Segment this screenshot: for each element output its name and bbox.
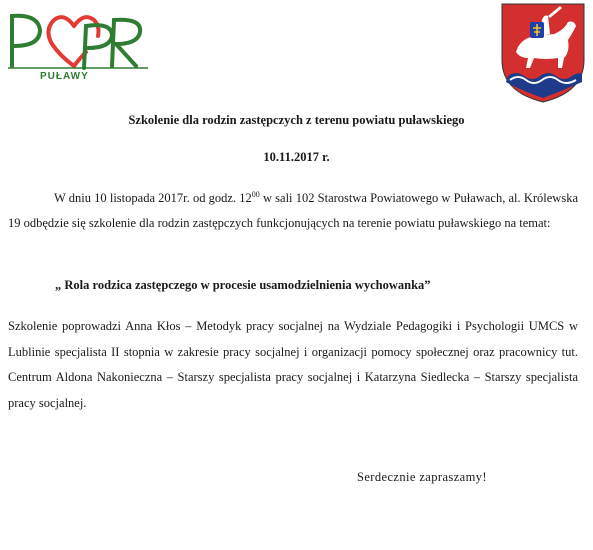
announcement-paragraph — [8, 186, 578, 236]
document-date: 10.11.2017 r. — [263, 150, 330, 164]
logo-caption: PUŁAWY — [40, 71, 89, 82]
trainers-paragraph: Szkolenie poprowadzi Anna Kłos – Metodyk pracy socjalnej na Wydziale Pedagogiki i Psychologii UMCS w Lublinie specjalista II stopnia w zakresie pracy socjalnej i organizacji pomocy społecznej oraz pracownicy tut. Centrum Aldona Nakonieczna – Starszy specjalista pracy socjalnej i Katarzyna Siedlecka – Starszy specjalista pracy socjalnej. — [8, 319, 578, 410]
logo-heart — [48, 17, 86, 66]
logo-letter-p1 — [12, 16, 40, 66]
coat-of-arms — [498, 0, 588, 104]
paragraph-text-end: w sali 102 Starostwa Powiatowego w Puławach, al. Królewska 19 odbędzie się szkolenie dla rodzin zastępczych funkcjonujących na terenie powiatu puławskiego na temat: — [8, 191, 578, 230]
closing-invitation: Serdecznie zapraszamy! — [357, 470, 487, 484]
pcpr-logo — [2, 8, 152, 82]
training-topic: „ Rola rodzica zastępczego w procesie usamodzielnienia wychowanka” — [55, 278, 431, 292]
logo-letter-r — [112, 20, 140, 66]
time-minutes-superscript: 00 — [251, 189, 260, 199]
paragraph-text-start: W dniu 10 listopada 2017r. od godz. 12 — [54, 191, 252, 205]
document-title: Szkolenie dla rodzin zastępczych z terenu powiatu puławskiego — [128, 113, 465, 127]
